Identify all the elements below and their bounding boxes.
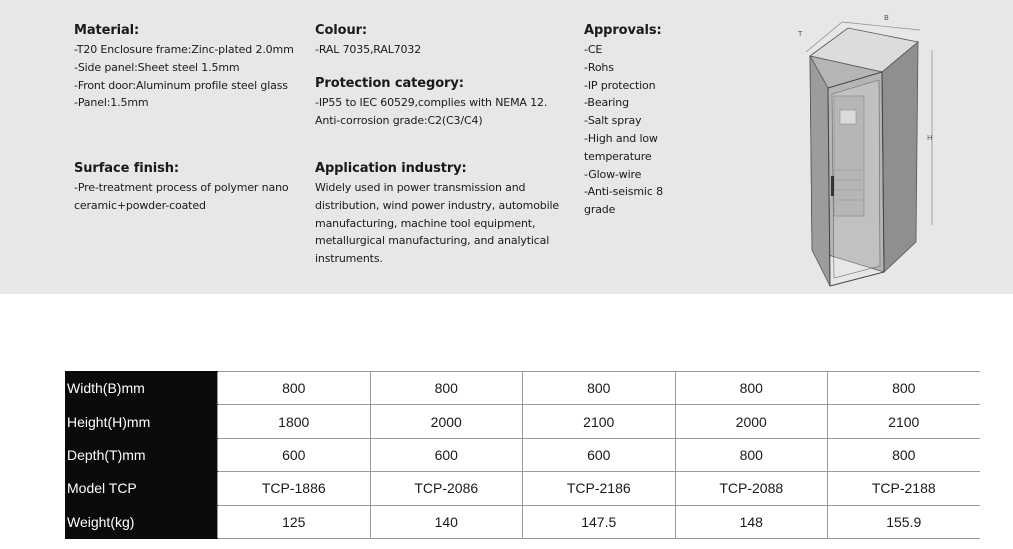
protection-line: Anti-corrosion grade:C2(C3/C4) [315,113,483,127]
colour-line: -RAL 7035,RAL7032 [315,43,422,56]
application-line: Widely used in power transmission and [315,181,526,194]
row-label: Model TCP [65,472,218,505]
application-line: metallurgical manufacturing, and analytical [315,234,550,248]
table-cell: 600 [523,438,676,471]
table-cell: 800 [370,372,523,405]
table-cell: TCP-2186 [523,472,676,505]
cabinet-illustration [790,10,950,292]
application-section [315,161,565,268]
cabinet-side-panel [882,42,918,272]
table-row [65,438,980,471]
colour-section [315,23,565,59]
protection-line: -IP55 to IEC 60529,complies with NEMA 12. [315,96,548,109]
table-row [65,472,980,505]
row-label: Width(B)mm [65,372,218,405]
table-cell: 2100 [828,405,980,438]
approval-item: -IP protection [584,78,656,92]
material-line: -T20 Enclosure frame:Zinc-plated 2.0mm [74,43,294,56]
door-handle [831,176,834,196]
table-cell: 800 [523,372,676,405]
row-label: Depth(T)mm [65,438,218,471]
table-cell: 148 [675,505,828,538]
table-cell: 1800 [218,405,371,438]
table-cell: 600 [218,438,371,471]
row-label: Weight(kg) [65,505,218,538]
surface-heading: Surface finish: [74,161,180,176]
table-cell: 800 [218,372,371,405]
surface-section [74,161,294,215]
table-row [65,372,980,405]
approvals-heading: Approvals: [584,23,662,38]
table-cell: 600 [370,438,523,471]
approval-item: -Anti-seismic 8 [584,185,663,199]
material-line: -Front door:Aluminum profile steel glass [74,78,288,92]
table-cell: 2000 [675,405,828,438]
material-line: -Panel:1.5mm [74,96,149,110]
table-cell: 2000 [370,405,523,438]
depth-label: T [798,30,803,38]
approval-item: -CE [584,43,603,56]
approvals-section [584,23,674,219]
colour-heading: Colour: [315,23,368,38]
approval-item: -Salt spray [584,114,642,128]
cabinet-door-edge [810,56,830,286]
application-line: instruments. [315,252,383,266]
table-row [65,405,980,438]
height-label: H [927,134,933,142]
width-label: B [884,14,889,22]
approval-item: -High and low [584,131,658,145]
approval-item: grade [584,203,616,217]
table-cell: 140 [370,505,523,538]
table-cell: TCP-2086 [370,472,523,505]
table-cell: 800 [828,438,980,471]
table-cell: TCP-1886 [218,472,371,505]
table-row [65,505,980,538]
approval-item: -Rohs [584,60,614,74]
table-cell: 2100 [523,405,676,438]
approval-item: temperature [584,149,652,163]
material-line: -Side panel:Sheet steel 1.5mm [74,60,240,74]
surface-line: ceramic+powder-coated [74,198,206,212]
table-cell: 125 [218,505,371,538]
table-cell: 147.5 [523,505,676,538]
table-cell: TCP-2088 [675,472,828,505]
table-cell: 800 [828,372,980,405]
table-cell: 800 [675,438,828,471]
approval-item: -Bearing [584,96,629,110]
surface-line: -Pre-treatment process of polymer nano [74,181,289,194]
cabinet-glass [832,80,880,278]
table-cell: TCP-2188 [828,472,980,505]
protection-section [315,76,565,130]
material-heading: Material: [74,23,140,38]
material-section [74,23,294,112]
application-line: distribution, wind power industry, automobile [315,198,560,212]
protection-heading: Protection category: [315,76,464,91]
model-specs-table [65,371,980,539]
application-heading: Application industry: [315,161,467,176]
row-label: Height(H)mm [65,405,218,438]
approval-item: -Glow-wire [584,167,642,181]
table-cell: 155.9 [828,505,980,538]
table-cell: 800 [675,372,828,405]
application-line: manufacturing, machine tool equipment, [315,216,536,230]
